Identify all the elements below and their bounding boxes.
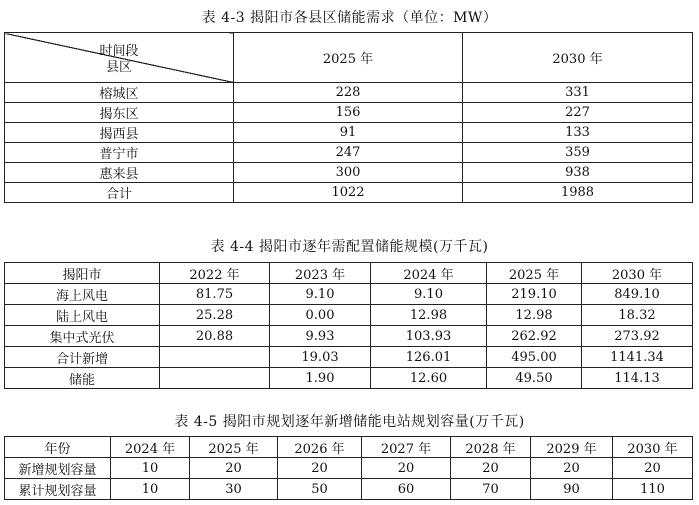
row-label: 陆上风电 xyxy=(5,305,160,326)
row-label: 海上风电 xyxy=(5,284,160,305)
header-cell: 2023 年 xyxy=(270,263,371,284)
header-county: 县区 xyxy=(105,60,132,75)
cell-value: 103.93 xyxy=(371,326,487,347)
header-cell: 2027 年 xyxy=(362,437,451,458)
table2-header-row xyxy=(5,263,693,284)
county-storage-demand-table xyxy=(4,32,693,203)
cell-value: 133 xyxy=(463,123,693,143)
cell-value: 81.75 xyxy=(160,284,270,305)
row-label: 揭西县 xyxy=(5,123,234,143)
cell-value xyxy=(160,368,270,389)
table3-header-row xyxy=(5,437,693,458)
row-label: 惠来县 xyxy=(5,163,234,183)
cell-value: 20 xyxy=(278,458,362,479)
cell-value: 20 xyxy=(190,458,278,479)
cell-value: 10 xyxy=(111,458,190,479)
cell-value xyxy=(160,347,270,368)
header-cell: 揭阳市 xyxy=(5,263,160,284)
header-cell: 2022 年 xyxy=(160,263,270,284)
cell-value: 91 xyxy=(234,123,463,143)
row-label: 储能 xyxy=(5,368,160,389)
row-label: 集中式光伏 xyxy=(5,326,160,347)
cell-value: 20 xyxy=(613,458,693,479)
cell-value: 359 xyxy=(463,143,693,163)
table-row xyxy=(5,163,693,183)
header-cell: 2028 年 xyxy=(451,437,531,458)
cell-value: 1141.34 xyxy=(582,347,693,368)
header-cell: 2024 年 xyxy=(111,437,190,458)
row-label: 新增规划容量 xyxy=(5,458,111,479)
cell-value: 110 xyxy=(613,479,693,500)
annual-storage-scale-table xyxy=(4,262,693,389)
table-row xyxy=(5,305,693,326)
table1-col-2030: 2030 年 xyxy=(463,33,693,83)
header-time-period: 时间段 xyxy=(99,44,139,59)
table-row xyxy=(5,284,693,305)
cell-value: 9.93 xyxy=(270,326,371,347)
header-cell: 2029 年 xyxy=(531,437,613,458)
cell-value: 227 xyxy=(463,103,693,123)
cell-value: 20 xyxy=(451,458,531,479)
cell-value: 114.13 xyxy=(582,368,693,389)
cell-value: 273.92 xyxy=(582,326,693,347)
cell-value: 12.60 xyxy=(371,368,487,389)
table-row xyxy=(5,368,693,389)
cell-value: 19.03 xyxy=(270,347,371,368)
cell-value: 9.10 xyxy=(371,284,487,305)
table-row xyxy=(5,103,693,123)
cell-value: 126.01 xyxy=(371,347,487,368)
cell-value: 1022 xyxy=(234,183,463,203)
table-row xyxy=(5,123,693,143)
header-cell: 2026 年 xyxy=(278,437,362,458)
table1-header-row xyxy=(5,33,693,83)
cell-value: 60 xyxy=(362,479,451,500)
header-cell: 2030 年 xyxy=(613,437,693,458)
table-row xyxy=(5,326,693,347)
cell-value: 156 xyxy=(234,103,463,123)
cell-value: 247 xyxy=(234,143,463,163)
cell-value: 1988 xyxy=(463,183,693,203)
cell-value: 938 xyxy=(463,163,693,183)
cell-value: 18.32 xyxy=(582,305,693,326)
header-cell: 2025 年 xyxy=(487,263,582,284)
cell-value: 30 xyxy=(190,479,278,500)
cell-value: 331 xyxy=(463,83,693,103)
table-row xyxy=(5,458,693,479)
cell-value: 228 xyxy=(234,83,463,103)
cell-value: 70 xyxy=(451,479,531,500)
table-row xyxy=(5,143,693,163)
table-row xyxy=(5,479,693,500)
cell-value: 219.10 xyxy=(487,284,582,305)
cell-value: 849.10 xyxy=(582,284,693,305)
table-row-total xyxy=(5,183,693,203)
cell-value: 9.10 xyxy=(270,284,371,305)
cell-value: 20.88 xyxy=(160,326,270,347)
table-row xyxy=(5,83,693,103)
header-cell: 2030 年 xyxy=(582,263,693,284)
row-label: 合计新增 xyxy=(5,347,160,368)
cell-value: 495.00 xyxy=(487,347,582,368)
table1-caption: 表 4-3 揭阳市各县区储能需求（单位：MW） xyxy=(201,10,498,26)
cell-value: 25.28 xyxy=(160,305,270,326)
table1-diagonal-header xyxy=(5,33,234,83)
planned-capacity-table xyxy=(4,436,693,500)
table1-col-2025: 2025 年 xyxy=(234,33,463,83)
table2-caption: 表 4-4 揭阳市逐年需配置储能规模(万千瓦) xyxy=(210,239,489,255)
cell-value: 50 xyxy=(278,479,362,500)
cell-value: 262.92 xyxy=(487,326,582,347)
header-cell: 年份 xyxy=(5,437,111,458)
table-row xyxy=(5,347,693,368)
header-cell: 2024 年 xyxy=(371,263,487,284)
cell-value: 90 xyxy=(531,479,613,500)
cell-value: 49.50 xyxy=(487,368,582,389)
cell-value: 1.90 xyxy=(270,368,371,389)
cell-value: 20 xyxy=(362,458,451,479)
cell-value: 0.00 xyxy=(270,305,371,326)
row-label: 榕城区 xyxy=(5,83,234,103)
cell-value: 300 xyxy=(234,163,463,183)
cell-value: 20 xyxy=(531,458,613,479)
row-label: 普宁市 xyxy=(5,143,234,163)
table3-caption: 表 4-5 揭阳市规划逐年新增储能电站规划容量(万千瓦) xyxy=(174,414,525,430)
row-label: 累计规划容量 xyxy=(5,479,111,500)
row-label: 合计 xyxy=(5,183,234,203)
row-label: 揭东区 xyxy=(5,103,234,123)
cell-value: 12.98 xyxy=(371,305,487,326)
cell-value: 10 xyxy=(111,479,190,500)
header-cell: 2025 年 xyxy=(190,437,278,458)
cell-value: 12.98 xyxy=(487,305,582,326)
